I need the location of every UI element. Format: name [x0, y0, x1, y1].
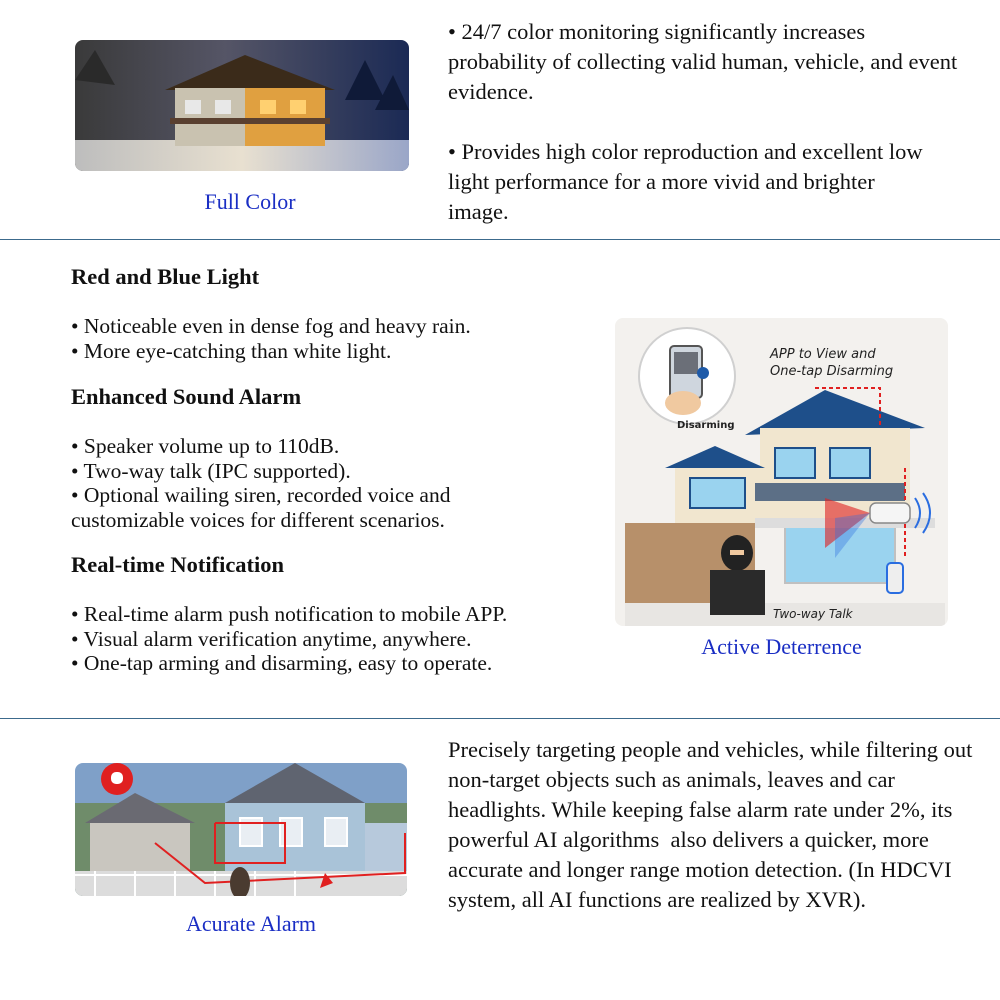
- app-label-line-1: APP to View and: [770, 347, 876, 362]
- list-item: • Two-way talk (IPC supported).: [71, 458, 351, 483]
- accurate-alarm-caption: Acurate Alarm: [185, 911, 317, 936]
- divider-2: [0, 718, 1000, 719]
- full-color-caption: Full Color: [204, 189, 296, 214]
- active-deterrence-caption: Active Deterrence: [701, 634, 862, 659]
- two-way-talk-label: Two-way Talk: [773, 607, 853, 621]
- red-blue-light-list: [71, 314, 611, 363]
- list-item: • More eye-catching than white light.: [71, 338, 392, 363]
- realtime-notification-list: [71, 602, 631, 676]
- full-color-image: [75, 40, 409, 171]
- app-label-line-2: One-tap Disarming: [770, 364, 894, 379]
- heading-realtime-notification: Real-time Notification: [71, 552, 285, 577]
- accurate-alarm-image: [75, 763, 407, 896]
- list-item: • Speaker volume up to 110dB.: [71, 434, 340, 458]
- heading-red-blue-light: Red and Blue Light: [71, 264, 260, 289]
- list-item: • Optional wailing siren, recorded voice and customizable voices for different scenarios.: [71, 483, 451, 532]
- active-deterrence-illustration: [615, 318, 948, 626]
- full-color-bullet-2: • Provides high color reproduction and excellent low light performance for a more vivid and brighter image.: [448, 139, 923, 224]
- list-item: • Real-time alarm push notification to mobile APP.: [71, 602, 508, 626]
- disarming-label: Disarming: [677, 420, 735, 431]
- full-color-bullet-1: • 24/7 color monitoring significantly increases probability of collecting valid human, vehicle, and event evidence.: [448, 19, 958, 104]
- list-item: • One-tap arming and disarming, easy to operate.: [71, 651, 493, 675]
- list-item: • Noticeable even in dense fog and heavy rain.: [71, 314, 471, 338]
- divider-1: [0, 239, 1000, 240]
- list-item: • Visual alarm verification anytime, anywhere.: [71, 626, 472, 651]
- heading-sound-alarm: Enhanced Sound Alarm: [71, 384, 302, 409]
- sound-alarm-list: [71, 434, 551, 532]
- accurate-alarm-paragraph: Precisely targeting people and vehicles, while filtering out non-target objects such as animals, leaves and car headlights. While keeping false alarm rate under 2%, its powerful AI algorithms also delivers a quicker, more accurate and longer range motion detection. (In HDCVI system, all AI functions are realized by XVR).: [448, 737, 979, 912]
